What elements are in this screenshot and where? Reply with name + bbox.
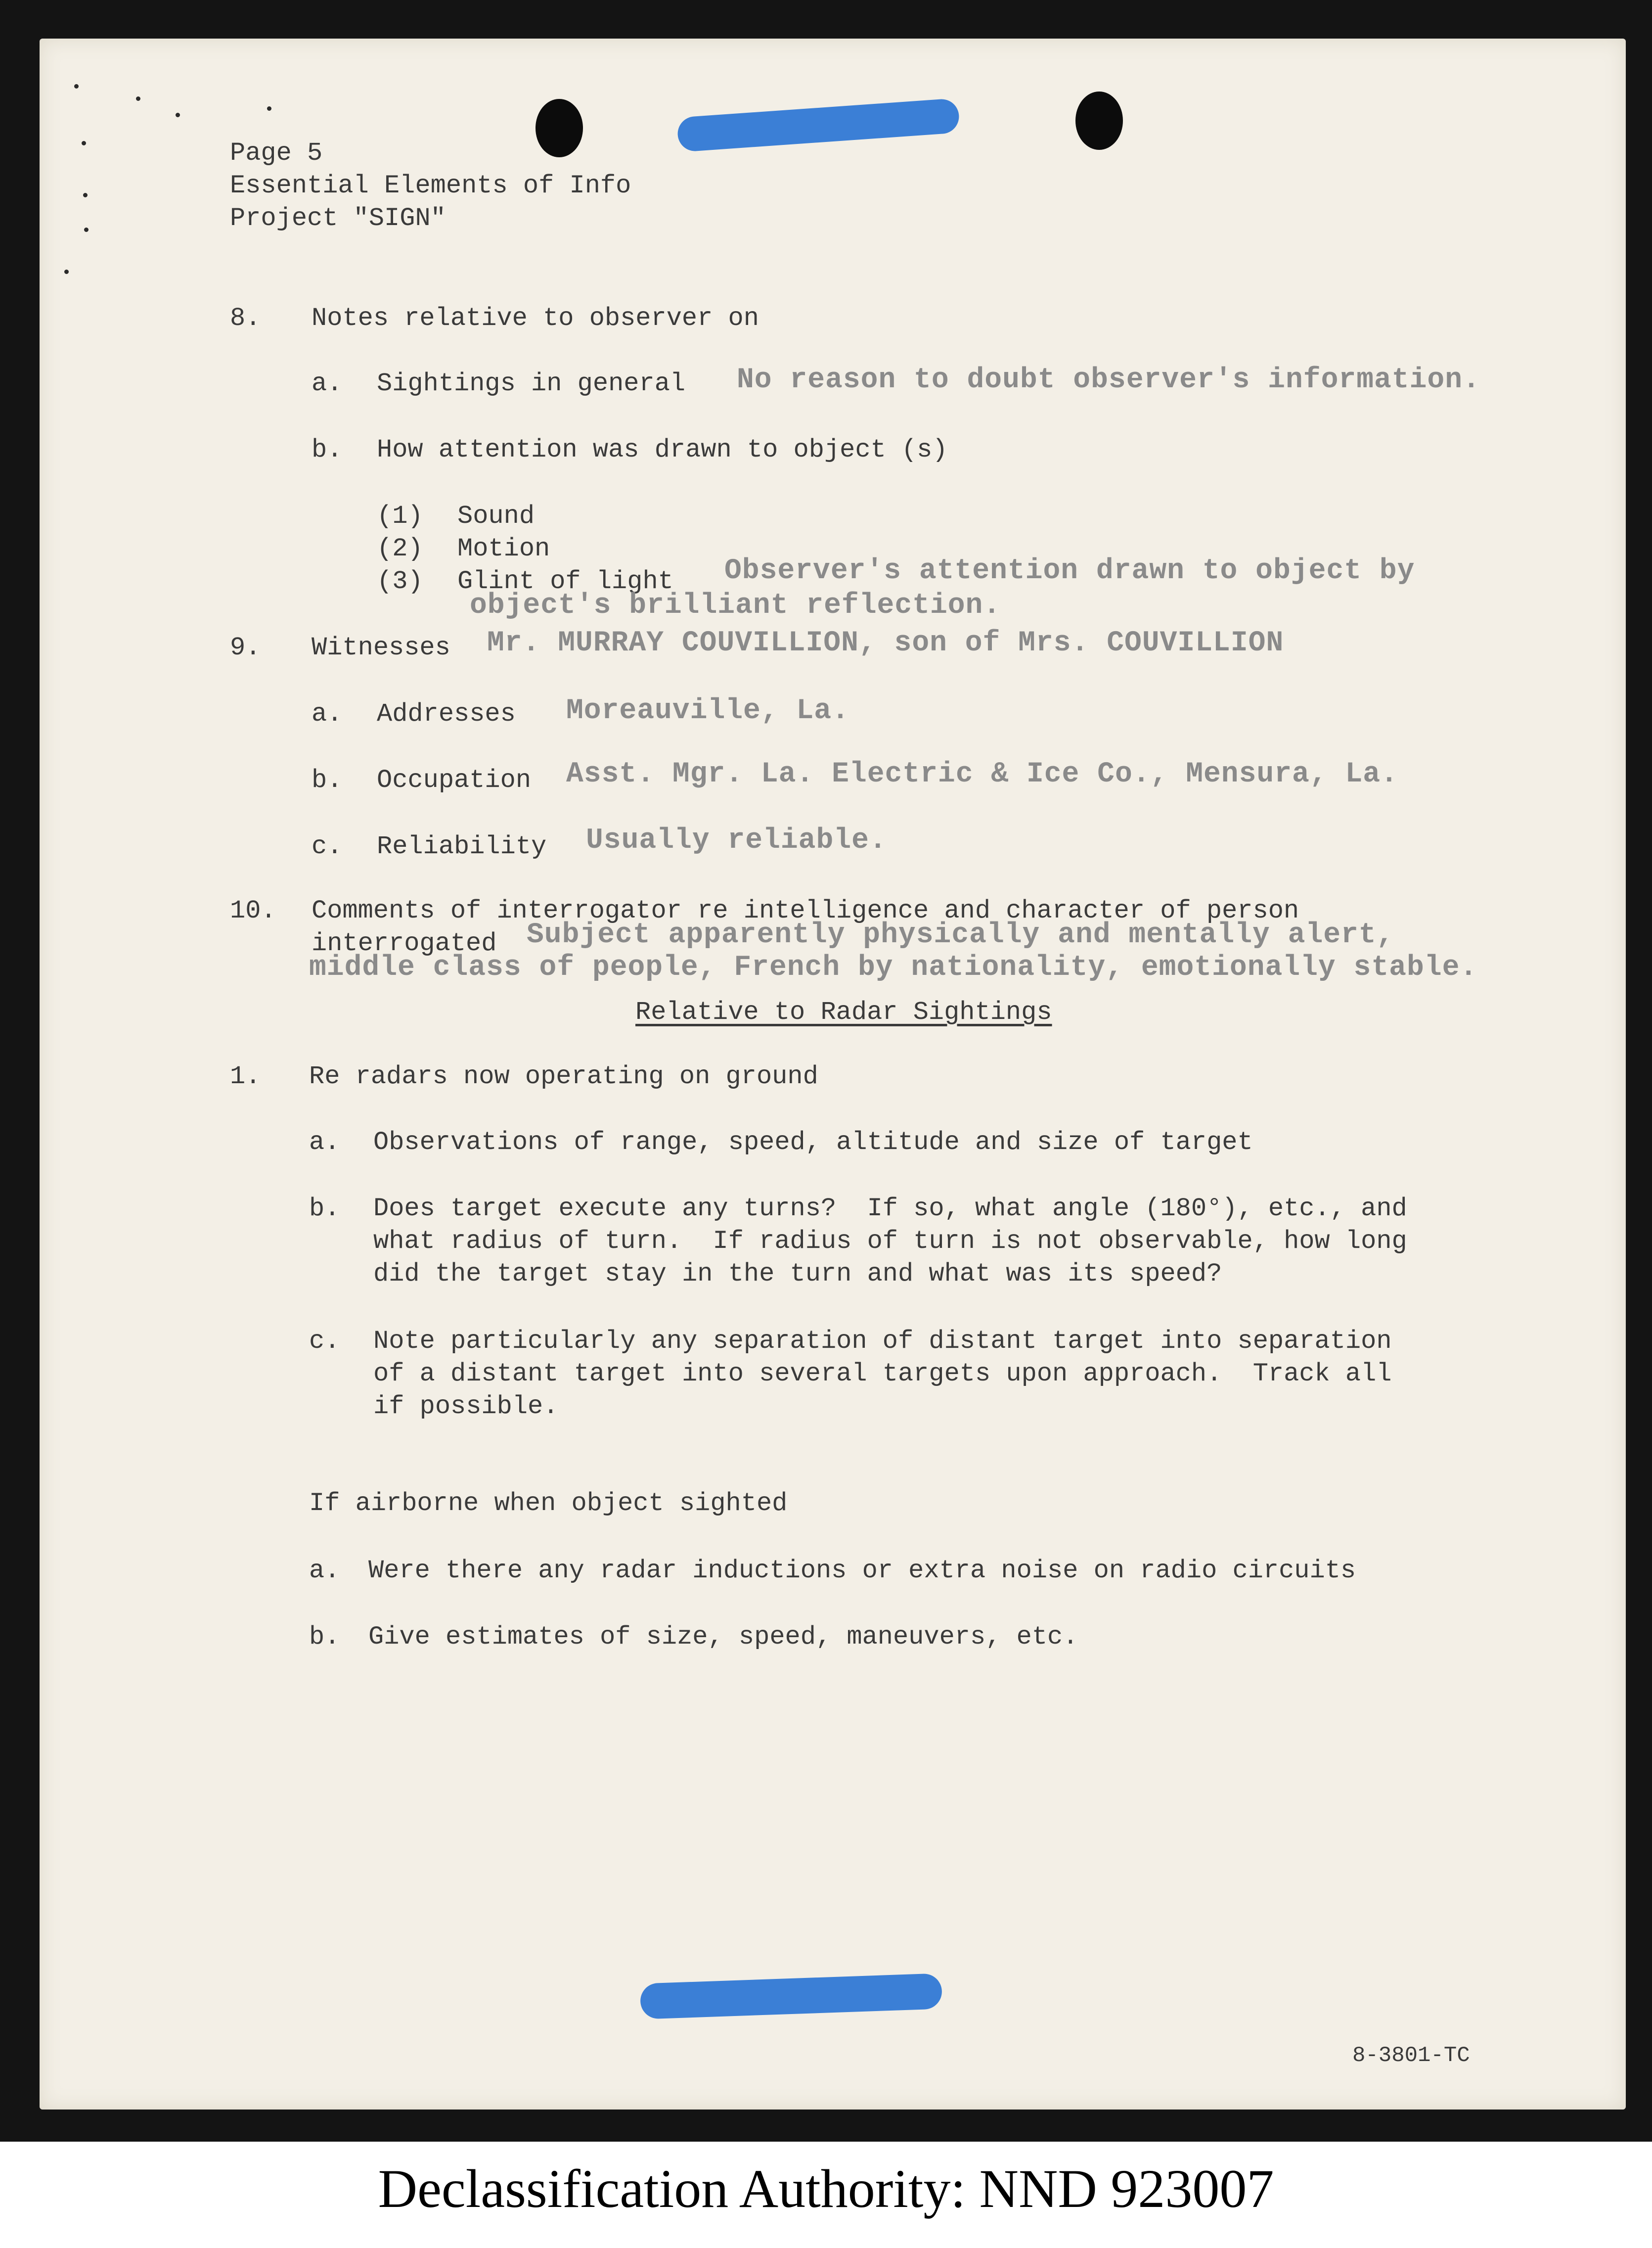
- radar-1b-line3: did the target stay in the turn and what was its speed?: [373, 1259, 1222, 1288]
- doc-title: Essential Elements of Info: [230, 171, 631, 200]
- item-8b-sub3-number: (3): [377, 567, 423, 596]
- punch-hole-right: [1075, 92, 1123, 150]
- paper-speck: [64, 270, 69, 274]
- item-9b-answer: Asst. Mgr. La. Electric & Ice Co., Mensura, La.: [566, 758, 1398, 790]
- radar-1b-line2: what radius of turn. If radius of turn is not observable, how long: [373, 1227, 1407, 1256]
- radar-item-1-title: Re radars now operating on ground: [309, 1062, 818, 1091]
- airborne-b-text: Give estimates of size, speed, maneuvers, etc.: [368, 1622, 1078, 1652]
- radar-item-1-number: 1.: [230, 1062, 261, 1091]
- item-9a-label: a.: [312, 699, 343, 729]
- paper-speck: [267, 106, 271, 111]
- item-8-number: 8.: [230, 304, 261, 333]
- paper-speck: [74, 84, 79, 89]
- paper-speck: [82, 141, 86, 145]
- item-10-line2: interrogated: [312, 929, 497, 958]
- radar-1b-line1: Does target execute any turns? If so, what angle (180°), etc., and: [373, 1194, 1407, 1223]
- item-10-answer-line1: Subject apparently physically and mentally alert,: [527, 919, 1394, 951]
- item-8b-sub2-number: (2): [377, 534, 423, 563]
- punch-hole-left: [536, 99, 583, 157]
- paper-speck: [176, 113, 180, 117]
- radar-1c-line1: Note particularly any separation of distant target into separation: [373, 1327, 1392, 1356]
- item-9b-text: Occupation: [377, 766, 532, 795]
- item-8a-answer: No reason to doubt observer's information.: [737, 364, 1480, 396]
- airborne-b-label: b.: [309, 1622, 340, 1652]
- project-name: Project "SIGN": [230, 204, 446, 233]
- radar-1c-label: c.: [309, 1327, 340, 1356]
- item-10-answer-line2: middle class of people, French by nationality, emotionally stable.: [309, 952, 1478, 984]
- paper-speck: [136, 96, 140, 101]
- item-8-title: Notes relative to observer on: [312, 304, 759, 333]
- radar-1c-line3: if possible.: [373, 1392, 559, 1421]
- item-9c-text: Reliability: [377, 832, 547, 861]
- item-8b-sub2-text: Motion: [457, 534, 550, 563]
- item-10-number: 10.: [230, 896, 276, 925]
- item-9a-text: Addresses: [377, 699, 516, 729]
- item-9c-answer: Usually reliable.: [586, 825, 887, 857]
- radar-1b-label: b.: [309, 1194, 340, 1223]
- paper-speck: [84, 228, 89, 232]
- item-9c-label: c.: [312, 832, 343, 861]
- airborne-a-label: a.: [309, 1556, 340, 1585]
- item-9-answer: Mr. MURRAY COUVILLION, son of Mrs. COUVILLION: [487, 627, 1284, 659]
- item-8b-answer-line2: object's brilliant reflection.: [470, 590, 1001, 622]
- item-8b-answer-line1: Observer's attention drawn to object by: [724, 555, 1415, 587]
- item-8b-text: How attention was drawn to object (s): [377, 435, 948, 464]
- item-8b-sub1-text: Sound: [457, 502, 535, 531]
- radar-1a-label: a.: [309, 1128, 340, 1157]
- item-9-title: Witnesses: [312, 633, 450, 662]
- radar-1c-line2: of a distant target into several targets upon approach. Track all: [373, 1359, 1392, 1388]
- item-8b-sub1-number: (1): [377, 502, 423, 531]
- declassification-caption: Declassification Authority: NND 923007: [378, 2158, 1274, 2219]
- form-number: 8-3801-TC: [1352, 2043, 1470, 2068]
- item-9-number: 9.: [230, 633, 261, 662]
- item-9a-answer: Moreauville, La.: [566, 695, 849, 727]
- airborne-a-text: Were there any radar inductions or extra noise on radio circuits: [368, 1556, 1356, 1585]
- item-8a-text: Sightings in general: [377, 369, 686, 398]
- paper-speck: [83, 193, 88, 197]
- item-10-line1: Comments of interrogator re intelligence and character of person: [312, 896, 1299, 925]
- document-page: [40, 39, 1626, 2110]
- radar-section-heading: Relative to Radar Sightings: [635, 998, 1052, 1027]
- item-8b-label: b.: [312, 435, 343, 464]
- item-8a-label: a.: [312, 369, 343, 398]
- radar-1a-text: Observations of range, speed, altitude and size of target: [373, 1128, 1253, 1157]
- airborne-title: If airborne when object sighted: [309, 1489, 788, 1518]
- page-number: Page 5: [230, 138, 323, 168]
- item-9b-label: b.: [312, 766, 343, 795]
- item-8b-sub3-text: Glint of light: [457, 567, 673, 596]
